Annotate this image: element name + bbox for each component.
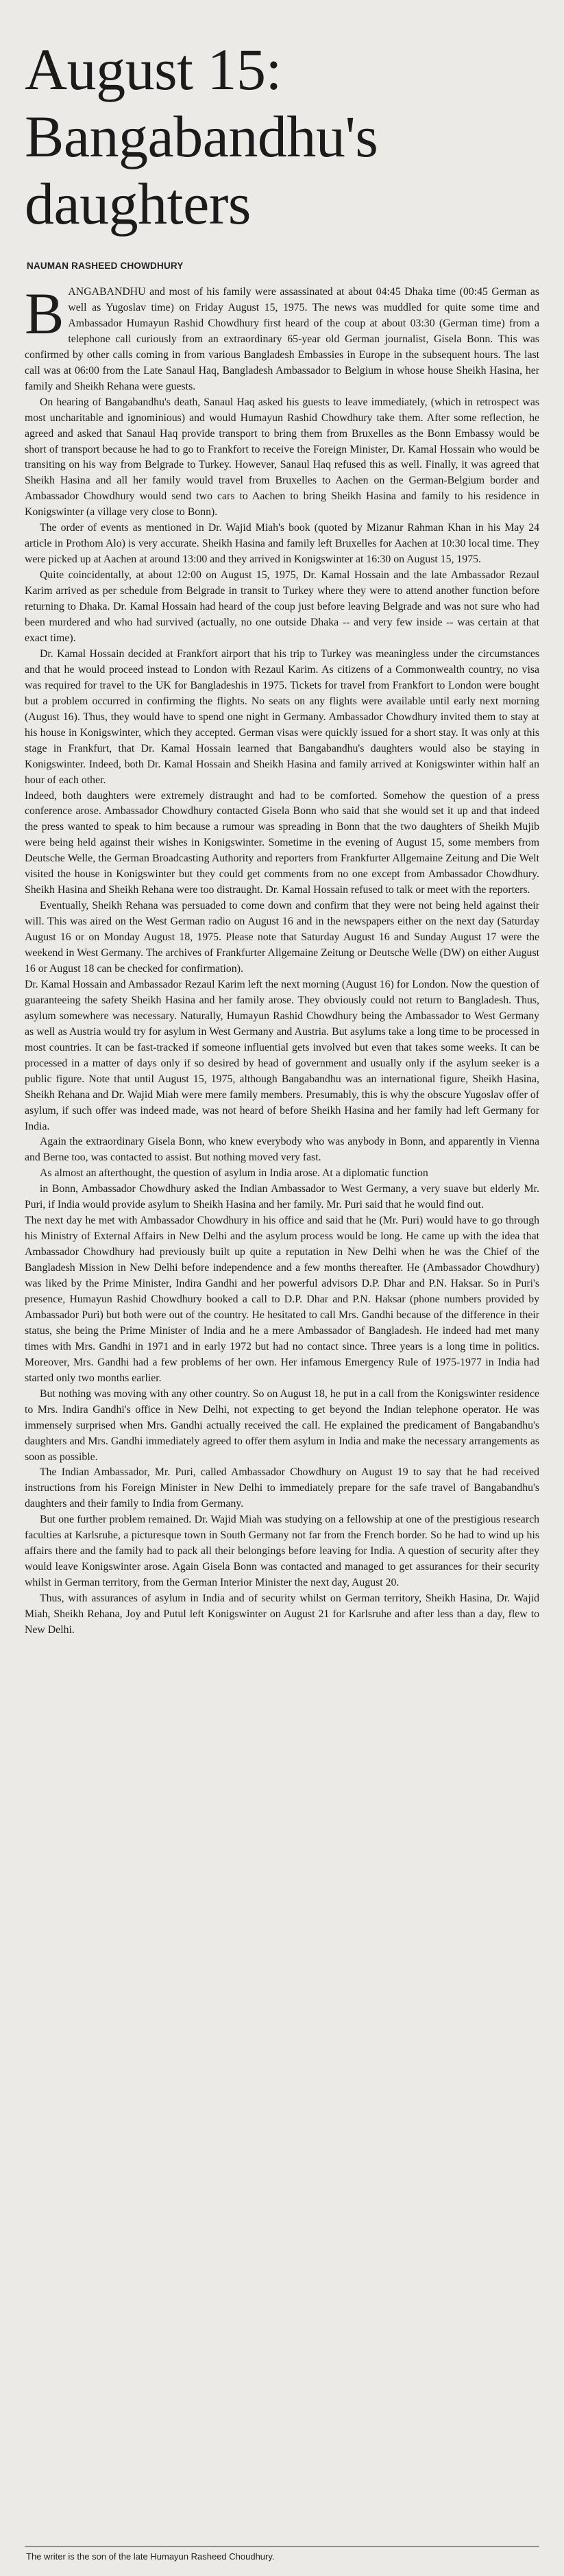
article-paragraph: The order of events as mentioned in Dr. Wajid Miah's book (quoted by Mizanur Rahman Khan in his May 24 article in Prothom Alo) is very accurate. Sheikh Hasina and family left Bruxelles for Aachen at 10:30 local time. They were picked up at Aachen at around 13:00 and they arrived in Konigswinter at 16:30 on August 15, 1975. — [25, 522, 539, 566]
article-paragraph: But one further problem remained. Dr. Wajid Miah was studying on a fellowship at one of the prestigious research faculties at Karlsruhe, a picturesque town in South Germany not far from the French border. So he had to wind up his affairs there and the family had to pack all their belongings before leaving for India. A question of security after they would leave Konigswinter arose. Again Gisela Bonn was contacted and managed to get assurances for their security whilst in German territory, from the German Interior Minister the next day, August 20. — [25, 1514, 539, 1589]
article-paragraph: The Indian Ambassador, Mr. Puri, called Ambassador Chowdhury on August 19 to say that he had received instructions from his Foreign Minister in New Delhi to immediately prepare for the safe travel of Bangabandhu's daughters and their family to India from Germany. — [25, 1466, 539, 1510]
article-paragraph: But nothing was moving with any other country. So on August 18, he put in a call from the Konigswinter residence to Mrs. Indira Gandhi's office in New Delhi, not expecting to get beyond the Indian telephone operator. He was immensely surprised when Mrs. Gandhi actually received the call. He explained the predicament of Bangabandhu's daughters and Mrs. Gandhi immediately agreed to offer them asylum in India and make the necessary arrangements as soon as possible. — [25, 1387, 539, 1463]
article-paragraph: On hearing of Bangabandhu's death, Sanaul Haq asked his guests to leave immediately, (which in retrospect was most uncharitable and ignominious) and would Humayun Rashid Chowdhury take them. After some reflection, he agreed and asked that Sanaul Haq provide transport to bring them from Bruxelles as the Bonn Embassy would be short of transport because he had to go to Frankfort to receive the Foreign Minister, Dr. Kamal Hossain who would be transiting on his way from Belgrade to Turkey. However, Sanaul Haq refused this as well. Finally, it was agreed that Sheikh Hasina and all her family would travel from Bruxelles to Aachen on the German-Belgium border and Ambassador Chowdhury would send two cars to Aachen to bring Sheikh Hasina and family to his residence in Konigswinter (a village very close to Bonn). — [25, 396, 539, 518]
footer-divider — [25, 2546, 539, 2547]
article-paragraph: Eventually, Sheikh Rehana was persuaded to come down and confirm that they were not being held against their will. This was aired on the West German radio on August 16 and in the newspapers either on the next day (Saturday August 16 or on Monday August 18, 1975. Please note that Saturday August 16 and Sunday August 17 were the weekend in West Germany. The archives of Frankfurter Allgemaine Zeitung or Deutsche Welle (DW) on either August 16 or August 18 can be checked for confirmation). — [25, 900, 539, 975]
article-paragraph: Dr. Kamal Hossain decided at Frankfort airport that his trip to Turkey was meaningless under the circumstances and that he would proceed instead to London with Rezaul Karim. As citizens of a Commonwealth country, no visa was required for travel to the UK for Bangladeshis in 1975. Tickets for travel from Frankfort to London were bought but a problem occurred in confirming the flights. No seats on any flights were available until early next morning (August 16). Thus, they would have to spend one night in Germany. Ambassador Chowdhury invited them to stay at his house in Konigswinter, which they accepted. German visas were quickly issued for a short stay. It was only at this stage in Frankfurt, that Dr. Kamal Hossain learned that Bangabandhu's daughters would also be staying in Konigswinter. Indeed, both Dr. Kamal Hossain and Sheikh Hasina and family arrived at Konigswinter within half an hour of each other. — [25, 647, 539, 786]
article-paragraph: Dr. Kamal Hossain and Ambassador Rezaul Karim left the next morning (August 16) for London. Now the question of guaranteeing the safety Sheikh Hasina and her family arose. They obviously could not return to Bangladesh. Thus, asylum somewhere was necessary. Naturally, Humayun Rashid Chowdhury being the Ambassador to West Germany as well as Austria would try for asylum in West Germany and Austria. But asylums take a long time to be processed in most countries. It can be fast-tracked if someone influential gets involved but even that takes some weeks. It can be processed in a matter of days only if so desired by head of government and usually only if the asylum seeker is a public figure. Note that until August 15, 1975, although Bangabandhu was an international figure, Sheikh Hasina, Sheikh Rehana and Dr. Wajid Miah were mere family members. Presumably, this is why the obscure Yugoslav offer of asylum, if such offer was indeed made, was not heard of before Sheikh Hasina and her family had left Germany for India. — [25, 978, 539, 1132]
article-paragraph: Again the extraordinary Gisela Bonn, who knew everybody who was anybody in Bonn, and apparently in Vienna and Berne too, was contacted to assist. But nothing moved very fast. — [25, 1136, 539, 1164]
article-paragraph: in Bonn, Ambassador Chowdhury asked the Indian Ambassador to West Germany, a very suave but elderly Mr. Puri, if India would provide asylum to Sheikh Hasina and her family. Mr. Puri said that he would find out. — [25, 1183, 539, 1211]
article-paragraph: Thus, with assurances of asylum in India and of security whilst on German territory, Sheikh Hasina, Dr. Wajid Miah, Sheikh Rehana, Joy and Putul left Konigswinter on August 21 for Karlsruhe and after less than a day, flew to New Delhi. — [25, 1593, 539, 1636]
byline: NAUMAN RASHEED CHOWDHURY — [27, 261, 184, 271]
article-paragraph: BANGABANDHU and most of his family were assassinated at about 04:45 Dhaka time (00:45 German as well as Yugoslav time) on Friday August 15, 1975. The news was muddled for quite some time and Ambassador Humayun Rashid Chowdhury first heard of the coup at about 03:30 (German time) from a telephone call curiously from an extraordinary 65-year old German journalist, Gisela Bonn. This was confirmed by other calls coming in from various Bangladesh Embassies in Europe in the subsequent hours. The last call was at 06:00 from the Late Sanaul Haq, Bangladesh Ambassador to Belgium in whose house Sheikh Hasina, her family and Sheikh Rehana were guests. — [25, 281, 539, 392]
headline: August 15: Bangabandhu's daughters — [25, 36, 378, 237]
article-paragraph: Indeed, both daughters were extremely distraught and had to be comforted. Somehow the question of a press conference arose. Ambassador Chowdhury contacted Gisela Bonn who said that she would set it up and that indeed the press wanted to speak to him because a rumour was spreading in Bonn that the two daughters of Sheikh Mujib were being held against their wishes in Konigswinter. Sometime in the evening of August 15, some members from Deutsche Welle, the German Broadcasting Authority and reporters from Frankfurter Allgemaine Zeitung and Die Welt visited the house in Konigswinter but they could get comments from no one except from Ambassador Chowdhury. Sheikh Hasina and Sheikh Rehana were too distraught. Dr. Kamal Hossain refused to talk or meet with the reporters. — [25, 789, 539, 896]
author-note: The writer is the son of the late Humayun Rasheed Choudhury. — [26, 2551, 275, 2562]
article-paragraph: The next day he met with Ambassador Chowdhury in his office and said that he (Mr. Puri) would have to go through his Ministry of External Affairs in New Delhi and the asylum process would be long. He came up with the idea that Ambassador Chowdhury had previously built up quite a reputation in New Delhi when he was the Chief of the Bangladesh Mission in New Delhi before independence and a few months thereafter. He (Ambassador Chowdhury) was liked by the Prime Minister, Indira Gandhi and her powerful advisors D.P. Dhar and P.N. Haksar. So in Puri's presence, Humayun Rashid Chowdhury booked a call to D.P. Dhar and P.N. Haksar (phone numbers provided by Ambassador Puri) but both were out of the country. He hesitated to call Mrs. Gandhi because of the difference in their status, she being the Prime Minister of India and he a mere Ambassador of Bangladesh. He indeed had met many times with Mrs. Gandhi in 1971 and in early 1972 but had no contact since. Three years is a long time in politics. Moreover, Mrs. Gandhi had a few problems of her own. Her infamous Emergency Rule of 1975-1977 in India had started only two months earlier. — [25, 1215, 539, 1384]
article-paragraph: As almost an afterthought, the question of asylum in India arose. At a diplomatic function — [40, 1167, 428, 1180]
drop-cap: B — [25, 281, 64, 346]
article-body — [25, 281, 539, 1638]
article-paragraph: Quite coincidentally, at about 12:00 on August 15, 1975, Dr. Kamal Hossain and the late Ambassador Rezaul Karim arrived as per schedule from Belgrade in transit to Turkey where they were to attend another function before returning to Dhaka. Dr. Kamal Hossain had heard of the coup just before leaving Belgrade and was not sure who had been murdered and who had survived (actually, no one outside Dhaka -- and very few inside -- was certain at that exact time). — [25, 569, 539, 644]
